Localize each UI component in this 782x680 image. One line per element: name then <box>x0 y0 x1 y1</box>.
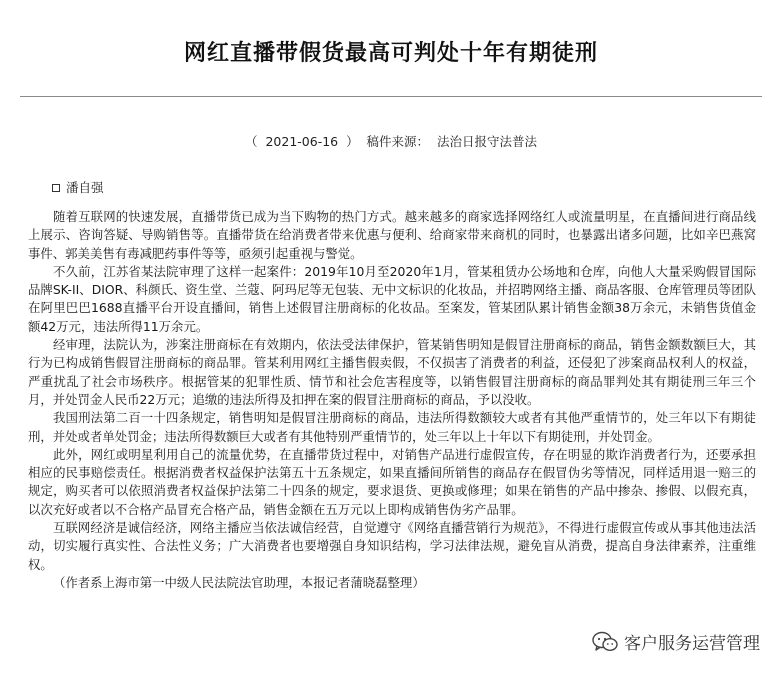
paragraph: 我国刑法第二百一十四条规定，销售明知是假冒注册商标的商品，违法所得数额较大或者有其他严重情节的，处三年以下有期徒刑，并处或者单处罚金；违法所得数额巨大或者有其他特别严重情节的，处三年以上十年以下有期徒刑，并处罚金。 <box>28 410 756 444</box>
title-divider <box>20 96 762 97</box>
watermark-text: 客户服务运营管理 <box>624 634 760 654</box>
paragraph: 随着互联网的快速发展，直播带货已成为当下购物的热门方式。越来越多的商家选择网络红人或流量明星，在直播间进行商品线上展示、咨询答疑、导购销售等。直播带货在给消费者带来优惠与便利、给商家带来商机的同时，也暴露出诸多问题，比如辛巴燕窝事件、郭美美售有毒减肥药事件等等，亟须引起重视与警觉。 <box>28 209 756 261</box>
paragraph: 经审理，法院认为，涉案注册商标在有效期内，依法受法律保护，管某销售明知是假冒注册商标的商品，销售金额数额巨大，其行为已构成销售假冒注册商标的商品罪。管某利用网红主播售假卖假，不仅损害了消费者的利益，还侵犯了涉案商品权利人的权益，严重扰乱了社会市场秩序。根据管某的犯罪性质、情节和社会危害程度等，以销售假冒注册商标的商品罪判处其有期徒刑三年三个月，并处罚金人民币22万元；追缴的违法所得及扣押在案的假冒注册商标的商品，予以没收。 <box>28 337 756 407</box>
paragraph: （作者系上海市第一中级人民法院法官助理，本报记者蒲晓磊整理） <box>53 574 425 590</box>
paragraph: 互联网经济是诚信经济，网络主播应当依法诚信经营，自觉遵守《网络直播营销行为规范》，不得进行虚假宣传或从事其他违法活动，切实履行真实性、合法性义务；广大消费者也要增强自身知识结构，学习法律法规，避免盲从消费，提高自身法律素养，注重维权。 <box>28 520 756 572</box>
paragraph: 不久前，江苏省某法院审理了这样一起案件：2019年10月至2020年1月，管某租赁办公场地和仓库，向他人大量采购假冒国际品牌SK-II、DIOR、科颜氏、资生堂、兰蔻、阿玛尼等无包装、无中文标识的化妆品，并招聘网络主播、商品客服、仓库管理员等团队在阿里巴巴1688直播平台开设直播间，销售上述假冒注册商标的化妆品。至案发，管某团队累计销售金额38万余元，未销售货值金额42万元，违法所得11万余元。 <box>28 263 756 334</box>
article-meta: （ 2021-06-16 ） 稿件来源： 法治日报守法普法 <box>245 134 537 149</box>
article-title: 网红直播带假货最高可判处十年有期徒刑 <box>183 40 598 66</box>
paragraph: 此外，网红或明星利用自己的流量优势，在直播带货过程中，对销售产品进行虚假宣传，存在明显的欺诈消费者行为，还要承担相应的民事赔偿责任。根据消费者权益保护法第五十五条规定，如果直播间所销售的商品存在假冒伪劣等情况，同样适用退一赔三的规定，购买者可以依照消费者权益保护法第二十四条的规定，要求退货、更换或修理；如果在销售的产品中掺杂、掺假、以假充真，以次充好或者以不合格产品冒充合格产品，销售金额在五万元以上即构成销售伪劣产品罪。 <box>28 446 756 517</box>
article-author <box>52 178 104 196</box>
wechat-icon <box>592 631 618 653</box>
bullet-square-icon <box>52 184 60 192</box>
article-body <box>28 208 756 592</box>
account-watermark <box>592 629 760 654</box>
author-name: 潘自强 <box>66 180 104 195</box>
